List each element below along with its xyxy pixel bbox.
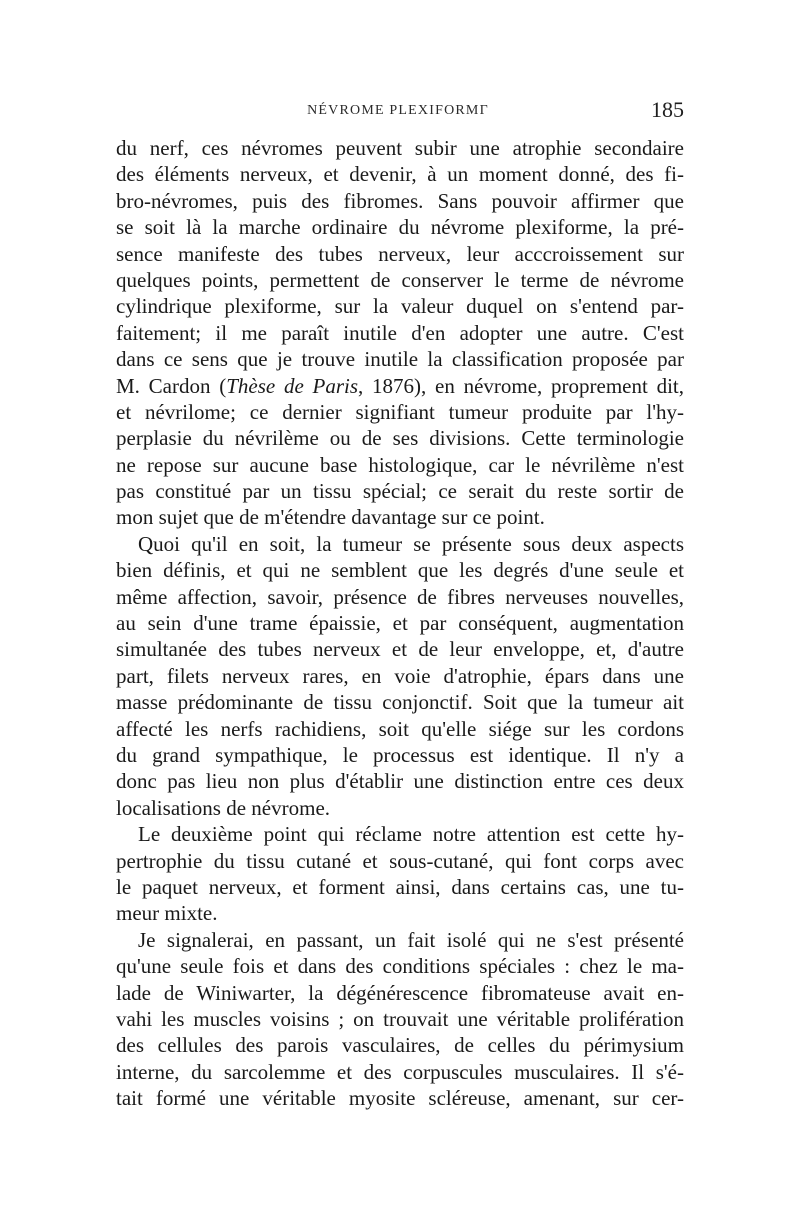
text-line: du nerf, ces névromes peuvent subir une atrophie secondaire [116,136,684,160]
running-head [112,97,684,127]
text-line: affecté les nerfs rachidiens, soit qu'elle siége sur les cordons [116,716,684,741]
text-line: ne repose sur aucune base histologique, car le névrilème n'est [116,452,684,477]
text-line: cylindrique plexiforme, sur la valeur duquel on s'entend par- [116,294,684,319]
text-line: bro-névromes, puis des fibromes. Sans pouvoir affirmer que [116,188,684,213]
text-line: part, filets nerveux rares, en voie d'atrophie, épars dans une [116,663,684,688]
text-line: au sein d'une trame épaissie, et par conséquent, augmentation [116,611,684,636]
text-line: du grand sympathique, le processus est identique. Il n'y a [116,742,684,767]
citation-title: Thèse de Paris [226,373,359,398]
text-line: perplasie du névrilème ou de ses divisions. Cette terminologie [116,426,684,451]
text-line: meur mixte. [116,901,218,926]
text-line: masse prédominante de tissu conjonctif. Soit que la tumeur ait [116,690,684,715]
text-line: bien définis, et qui ne semblent que les degrés d'une seule et [116,558,684,583]
text-line: vahi les muscles voisins ; on trouvait une véritable prolifération [116,1006,684,1031]
text-line: dans ce sens que je trouve inutile la classification proposée par [116,347,684,372]
text-line-citation [116,373,684,399]
text-line: qu'une seule fois et dans des conditions spéciales : chez le ma- [116,954,684,979]
citation-before: M. Cardon ( [116,373,227,398]
text-line: simultanée des tubes nerveux et de leur enveloppe, et, d'autre [116,637,684,662]
text-line: localisations de névrome. [116,795,331,820]
text-line: Quoi qu'il en soit, la tumeur se présente sous deux aspects [138,531,684,556]
text-line: lade de Winiwarter, la dégénérescence fibromateuse avait en- [116,980,684,1005]
text-line: pas constitué par un tissu spécial; ce serait du reste sortir de [116,479,684,504]
text-line: sence manifeste des tubes nerveux, leur acccroissement sur [116,241,684,266]
text-line: pertrophie du tissu cutané et sous-cutané, qui font corps avec [116,848,684,873]
text-line: se soit là la marche ordinaire du névrome plexiforme, la pré- [116,215,684,240]
citation-after: , 1876), en névrome, proprement dit, [358,373,685,398]
text-line: et névrilome; ce dernier signifiant tumeur produite par l'hy- [116,399,684,424]
page-number: 185 [651,97,684,122]
text-line: le paquet nerveux, et forment ainsi, dans certains cas, une tu- [116,874,684,899]
text-line: faitement; il me paraît inutile d'en adopter une autre. C'est [116,320,684,345]
running-title: NÉVROME PLEXIFORMΓ [307,103,489,118]
body-text [116,135,684,1111]
text-line: Je signalerai, en passant, un fait isolé qui ne s'est présenté [138,927,684,952]
text-line: Le deuxième point qui réclame notre attention est cette hy- [138,822,684,847]
text-line: des cellules des parois vasculaires, de celles du périmysium [116,1033,684,1058]
text-line: mon sujet que de m'étendre davantage sur ce point. [116,505,545,530]
text-line: donc pas lieu non plus d'établir une distinction entre ces deux [116,769,684,794]
text-line: quelques points, permettent de conserver le terme de névrome [116,267,684,292]
text-line: tait formé une véritable myosite scléreuse, amenant, sur cer- [116,1086,684,1111]
text-line: interne, du sarcolemme et des corpuscules musculaires. Il s'é- [116,1059,684,1084]
text-line: même affection, savoir, présence de fibres nerveuses nouvelles, [116,584,684,609]
text-line: des éléments nerveux, et devenir, à un moment donné, des fi- [116,162,684,187]
